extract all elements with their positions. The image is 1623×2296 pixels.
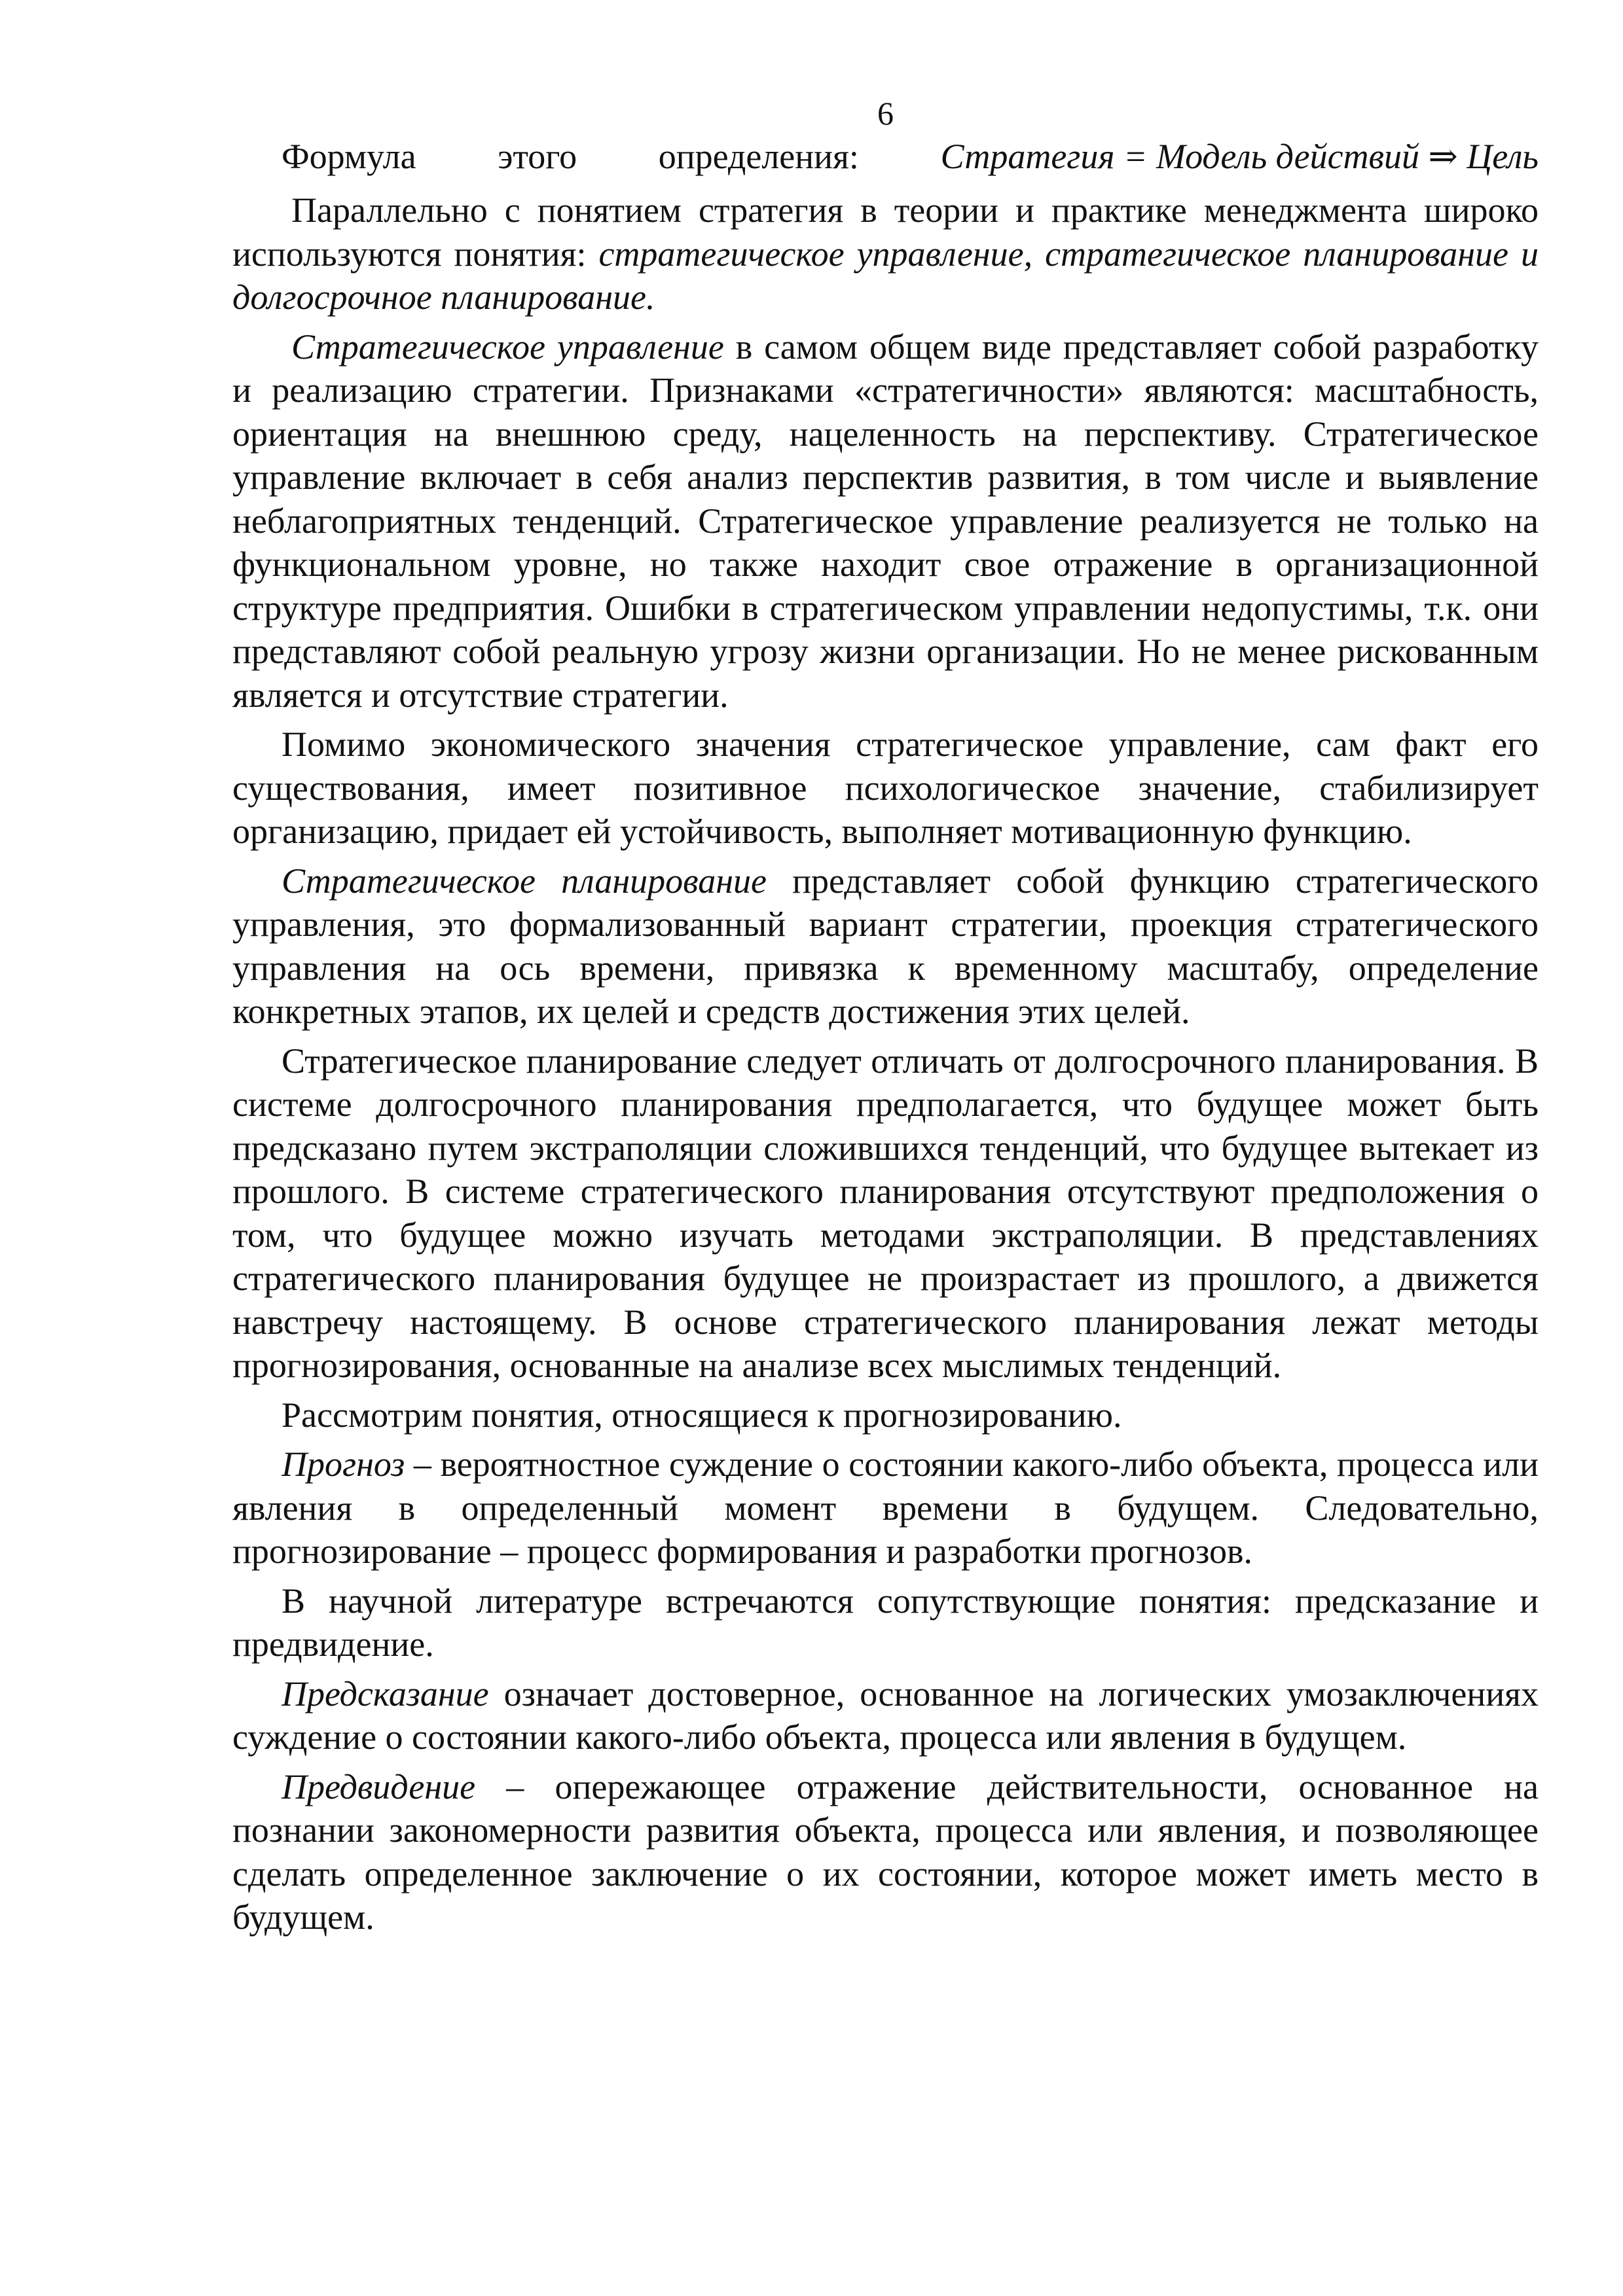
paragraph-7 xyxy=(232,1443,1539,1573)
paragraph-10-text: – опережающее отражение действительности, основанное на познании закономерности развития объекта, процесса или явления, и позволяющее сделать определенное заключение о их состоянии, которое может иметь место в будущем. xyxy=(232,1767,1539,1937)
formula-word-2: этого xyxy=(498,137,577,176)
paragraph-9-text: означает достоверное, основанное на логических умозаключениях суждение о состоянии какого-либо объекта, процесса или явления в будущем. xyxy=(232,1674,1539,1757)
paragraph-4-text: представляет собой функцию стратегического управления, это формализованный вариант стратегии, проекция стратегического управления на ось времени, привязка к временному масштабу, определение конкретных этапов, их целей и средств достижения этих целей. xyxy=(232,861,1539,1031)
paragraph-3 xyxy=(232,723,1539,853)
paragraph-2-term: Стратегическое управление xyxy=(291,327,724,367)
paragraph-9 xyxy=(232,1672,1539,1759)
paragraph-1-text: Параллельно с понятием стратегия в теории и практике менеджмента широко используются понятия: xyxy=(232,190,1539,274)
paragraph-10 xyxy=(232,1765,1539,1939)
paragraph-3-text: Помимо экономического значения стратегическое управление, сам факт его существования, имеет позитивное психологическое значение, стабилизирует организацию, придает ей устойчивость, выполняет мотивационную функцию. xyxy=(232,725,1539,851)
paragraph-10-term: Предвидение xyxy=(282,1767,476,1806)
paragraph-1-italic: стратегическое управление, стратегическое планирование и долгосрочное планирование. xyxy=(232,234,1539,317)
paragraph-7-term: Прогноз xyxy=(282,1444,405,1484)
paragraph-5 xyxy=(232,1039,1539,1388)
paragraph-1 xyxy=(232,188,1539,319)
paragraph-6 xyxy=(232,1393,1539,1437)
paragraph-9-term: Предсказание xyxy=(282,1674,489,1713)
formula-line xyxy=(232,135,1539,178)
paragraph-6-text: Рассмотрим понятия, относящиеся к прогнозированию. xyxy=(282,1395,1122,1435)
paragraph-5-text: Стратегическое планирование следует отличать от долгосрочного планирования. В системе долгосрочного планирования предполагается, что будущее может быть предсказано путем экстраполяции сложившихся тенденций, что будущее вытекает из прошлого. В системе стратегического планирования отсутствуют предположения о том, что будущее можно изучать методами экстраполяции. В представлениях стратегического планирования будущее не произрастает из прошлого, а движется навстречу настоящему. В основе стратегического планирования лежат методы прогнозирования, основанные на анализе всех мыслимых тенденций. xyxy=(232,1041,1539,1385)
paragraph-4-term: Стратегическое планирование xyxy=(282,861,767,901)
document-page xyxy=(232,92,1539,1945)
paragraph-4 xyxy=(232,859,1539,1033)
formula-word-3: определения: xyxy=(658,137,859,176)
page-number: 6 xyxy=(877,95,894,132)
formula-word-1: Формула xyxy=(282,137,416,176)
paragraph-2 xyxy=(232,325,1539,717)
paragraph-8 xyxy=(232,1579,1539,1666)
paragraph-2-text: в самом общем виде представляет собой разработку и реализацию стратегии. Признаками «стратегичности» являются: масштабность, ориентация на внешнюю среду, нацеленность на перспективу. Стратегическое управление включает в себя анализ перспектив развития, в том числе и выявление неблагоприятных тенденций. Стратегическое управление реализуется не только на функциональном уровне, но также находит свое отражение в организационной структуре предприятия. Ошибки в стратегическом управлении недопустимы, т.к. они представляют собой реальную угрозу жизни организации. Но не менее рискованным является и отсутствие стратегии. xyxy=(232,327,1539,715)
paragraph-8-text: В научной литературе встречаются сопутствующие понятия: предсказание и предвидение. xyxy=(232,1581,1539,1664)
formula-expression: Стратегия = Модель действий ⇒ Цель xyxy=(940,137,1539,176)
paragraph-7-text: – вероятностное суждение о состоянии какого-либо объекта, процесса или явления в определенный момент времени в будущем. Следовательно, прогнозирование – процесс формирования и разработки прогнозов. xyxy=(232,1444,1539,1571)
